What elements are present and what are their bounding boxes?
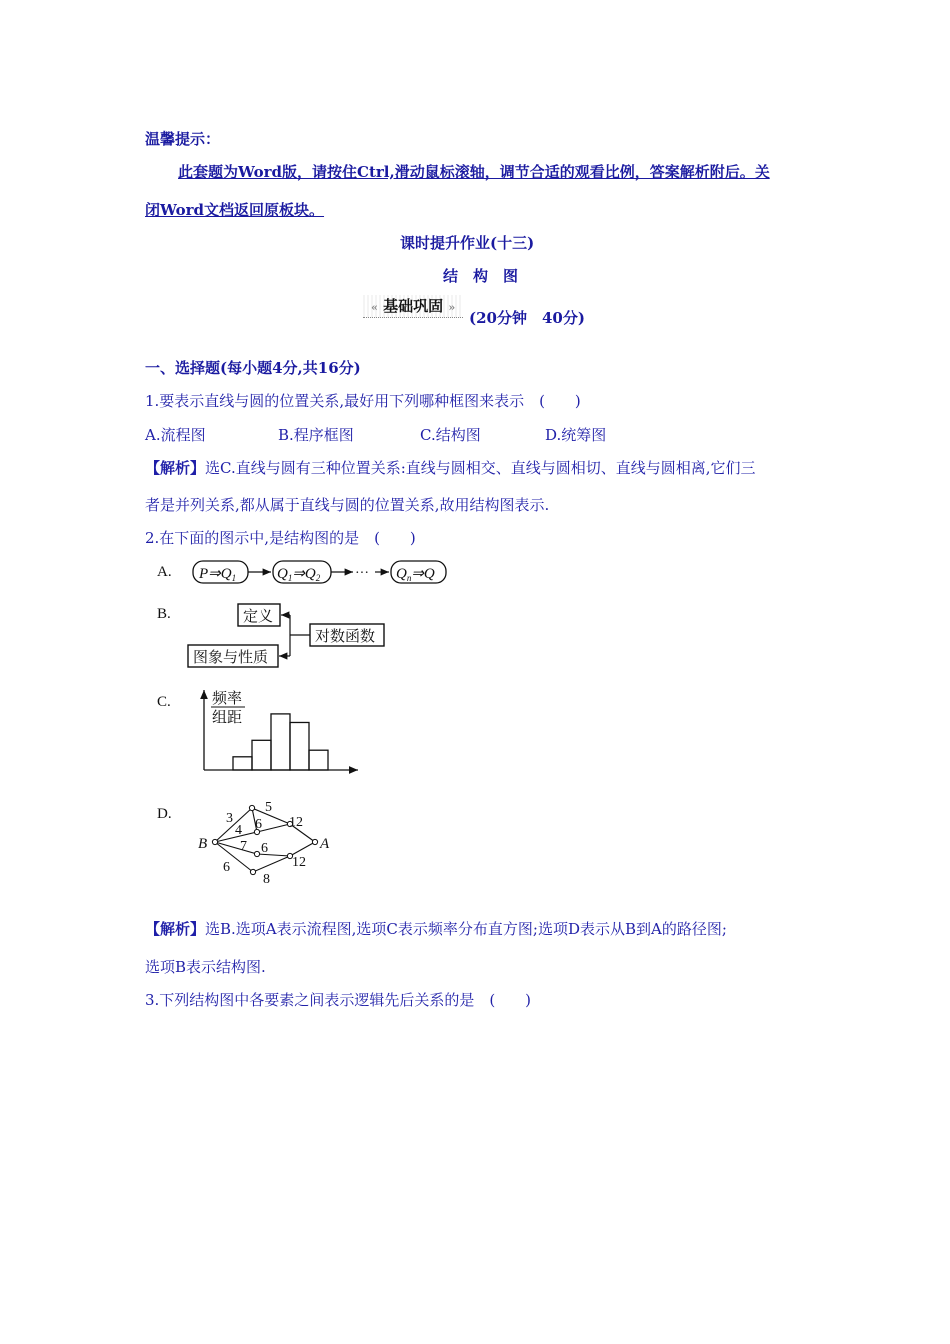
fig-d-weight-5: 12 bbox=[289, 815, 303, 830]
q2-analysis-line-1 bbox=[145, 918, 727, 939]
fig-c-ylabel-top: 频率 bbox=[212, 691, 243, 707]
fig-d-weight-7: 6 bbox=[261, 841, 268, 856]
fig-a-box-3-text: $Q_n\Rightarrow Q$ bbox=[396, 566, 435, 583]
time-limit: (20分钟 40分) bbox=[469, 309, 585, 327]
tip-line-2: 闭Word文档返回原板块。 bbox=[145, 201, 325, 219]
q2-figure-a bbox=[185, 556, 455, 590]
fig-d-weight-1: 3 bbox=[226, 811, 233, 826]
badge-left-mark: « bbox=[371, 301, 378, 314]
q1-analysis-text-1: 选C.直线与圆有三种位置关系:直线与圆相交、直线与圆相切、直线与圆相离,它们三 bbox=[205, 459, 756, 477]
badge-label: 基础巩固 bbox=[383, 297, 444, 315]
fig-d-label-b: B bbox=[198, 836, 208, 852]
page-subtitle: 结 构 图 bbox=[443, 267, 519, 285]
q2-label-a: A. bbox=[157, 564, 172, 580]
q2-figure-d bbox=[195, 796, 335, 888]
q1-option-a: A.流程图 bbox=[145, 426, 206, 444]
q2-analysis-text-1: 选B.选项A表示流程图,选项C表示频率分布直方图;选项D表示从B到A的路径图; bbox=[205, 920, 727, 938]
section-heading: 一、选择题(每小题4分,共16分) bbox=[145, 359, 361, 377]
section-badge bbox=[363, 295, 463, 318]
fig-a-box-2-text: $Q_1\Rightarrow Q_2$ bbox=[277, 566, 321, 583]
tip-title: 温馨提示： bbox=[145, 130, 221, 148]
q1-analysis-line-2: 者是并列关系,都从属于直线与圆的位置关系,故用结构图表示. bbox=[145, 496, 550, 514]
fig-d-edge-low-a bbox=[290, 842, 315, 856]
fig-a-box-1-text: $P\Rightarrow Q_1$ bbox=[199, 566, 237, 583]
fig-d-node-top bbox=[249, 805, 254, 810]
page-title: 课时提升作业(十三) bbox=[400, 234, 535, 252]
fig-d-weight-4: 6 bbox=[255, 817, 262, 832]
q2-label-c: C. bbox=[157, 694, 171, 710]
q1-analysis-line-1 bbox=[145, 457, 756, 478]
fig-d-node-b bbox=[212, 839, 217, 844]
fig-b-node-log-function-text: 对数函数 bbox=[315, 629, 376, 645]
q2-figure-c bbox=[195, 686, 365, 778]
fig-d-edge-b-top bbox=[215, 808, 252, 842]
fig-c-bar-4 bbox=[290, 722, 309, 770]
fig-b-node-graph-properties-text: 图象与性质 bbox=[193, 650, 269, 666]
fig-d-weight-3: 4 bbox=[235, 823, 242, 838]
fig-d-weight-8: 12 bbox=[292, 855, 306, 870]
q1-analysis-tag: 【解析】 bbox=[145, 459, 206, 477]
fig-d-node-a bbox=[312, 839, 317, 844]
badge-right-mark: » bbox=[448, 301, 456, 314]
fig-c-bars bbox=[233, 714, 328, 770]
fig-c-ylabel-bottom: 组距 bbox=[212, 710, 243, 726]
fig-d-weight-2: 5 bbox=[265, 800, 272, 815]
q2-analysis-line-2: 选项B表示结构图. bbox=[145, 958, 266, 976]
fig-d-node-m2 bbox=[254, 851, 259, 856]
q2-stem: 2.在下面的图示中,是结构图的是 ( ) bbox=[145, 529, 416, 547]
q1-stem: 1.要表示直线与圆的位置关系,最好用下列哪种框图来表示 ( ) bbox=[145, 392, 581, 410]
fig-d-edge-bottom-low bbox=[253, 856, 290, 872]
q1-option-b: B.程序框图 bbox=[278, 426, 354, 444]
q1-option-d: D.统筹图 bbox=[545, 426, 607, 444]
fig-c-bar-5 bbox=[309, 750, 328, 770]
fig-a-dots: ··· bbox=[355, 566, 369, 581]
q2-figure-b bbox=[185, 598, 395, 672]
fig-d-weight-10: 8 bbox=[263, 872, 270, 887]
fig-c-bar-2 bbox=[252, 740, 271, 770]
fig-d-weight-6: 7 bbox=[240, 839, 247, 854]
fig-b-node-definition-text: 定义 bbox=[243, 609, 274, 625]
q2-analysis-tag: 【解析】 bbox=[145, 920, 206, 938]
fig-d-edge-b-bottom bbox=[215, 842, 253, 872]
tip-line-1: 此套题为Word版，请按住Ctrl,滑动鼠标滚轴，调节合适的观看比例，答案解析附后。关 bbox=[178, 163, 770, 181]
q1-option-c: C.结构图 bbox=[420, 426, 481, 444]
fig-c-bar-3 bbox=[271, 714, 290, 770]
fig-d-weight-9: 6 bbox=[223, 860, 230, 875]
q2-label-d: D. bbox=[157, 806, 172, 822]
q2-label-b: B. bbox=[157, 606, 171, 622]
fig-d-node-bottom bbox=[250, 869, 255, 874]
q3-stem: 3.下列结构图中各要素之间表示逻辑先后关系的是 ( ) bbox=[145, 991, 532, 1009]
fig-c-bar-1 bbox=[233, 757, 252, 770]
fig-d-edge-b-m2 bbox=[215, 842, 257, 854]
fig-d-label-a: A bbox=[320, 836, 330, 852]
